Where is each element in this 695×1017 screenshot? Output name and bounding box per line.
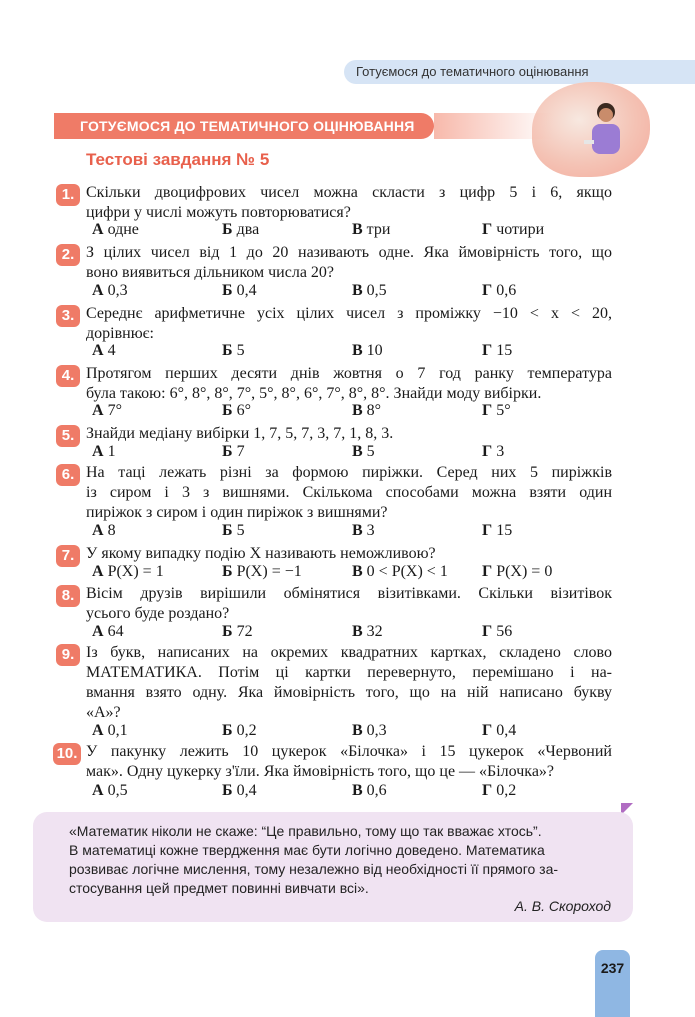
task-number-badge: 2. xyxy=(56,244,80,266)
answer-letter: А xyxy=(92,522,104,539)
answer-letter: Б xyxy=(222,342,233,359)
answer-option xyxy=(352,522,375,540)
answer-letter: А xyxy=(92,221,104,238)
answer-value: 56 xyxy=(496,623,513,640)
task-number-badge: 7. xyxy=(56,545,80,567)
answer-value: P(X) = −1 xyxy=(236,563,302,580)
task-question-line: Протягом перших десяти днів жовтня о 7 год ранку температура xyxy=(86,365,612,382)
answer-value: 5 xyxy=(366,443,375,460)
answer-letter: Г xyxy=(482,722,493,739)
answer-value: 64 xyxy=(107,623,124,640)
answer-option xyxy=(222,443,245,461)
answer-value: 8 xyxy=(107,522,116,539)
task-options xyxy=(92,782,612,802)
task-question xyxy=(86,304,612,344)
quote-line: В математиці кожне твердження має бути логічно доведено. Математика xyxy=(69,842,545,858)
answer-letter: В xyxy=(352,342,363,359)
answer-option xyxy=(352,782,387,800)
answer-letter: Г xyxy=(482,563,493,580)
task-question-line: Знайди медіану вибірки 1, 7, 5, 7, 3, 7, 1, 8, 3. xyxy=(86,425,394,442)
quote-author: А. В. Скороход xyxy=(514,898,611,914)
task-question-line: мак». Одну цукерку з'їли. Яка ймовірність того, що це — «Білочка»? xyxy=(86,763,555,780)
page-number: 237 xyxy=(600,960,625,976)
answer-value: 7° xyxy=(107,402,122,419)
task-question-line: цифри у числі можуть повторюватися? xyxy=(86,204,351,221)
answer-value: 72 xyxy=(236,623,253,640)
answer-letter: Г xyxy=(482,623,493,640)
answer-option xyxy=(92,782,128,800)
answer-value: 0,4 xyxy=(236,282,257,299)
answer-option xyxy=(482,722,516,740)
task-question-line: Середнє арифметичне усіх цілих чисел з проміжку −10 < x < 20, xyxy=(86,305,612,322)
task-question-line: воно виявиться дільником числа 20? xyxy=(86,264,335,281)
answer-option xyxy=(482,221,544,239)
answer-letter: В xyxy=(352,722,363,739)
answer-option xyxy=(92,221,139,239)
quote-box xyxy=(33,812,633,922)
answer-value: два xyxy=(236,221,260,238)
answer-option xyxy=(482,342,512,360)
answer-letter: Г xyxy=(482,443,493,460)
task-question-line: пиріжок з сиром і один пиріжок з вишнями? xyxy=(86,504,388,521)
task-question-line: була такою: 6°, 8°, 8°, 7°, 5°, 8°, 6°, 7°, 8°, 8°. Знайди моду вибірки. xyxy=(86,385,542,402)
answer-value: одне xyxy=(107,221,139,238)
answer-letter: Б xyxy=(222,443,233,460)
task-question xyxy=(86,364,612,404)
answer-option xyxy=(482,782,516,800)
answer-letter: Б xyxy=(222,722,233,739)
answer-value: три xyxy=(366,221,391,238)
answer-letter: А xyxy=(92,402,104,419)
answer-option xyxy=(352,443,375,461)
answer-option xyxy=(222,402,251,420)
task-options xyxy=(92,402,612,422)
answer-option xyxy=(92,522,116,540)
answer-value: 0,3 xyxy=(107,282,128,299)
answer-letter: Б xyxy=(222,782,233,799)
quote-line: стосування цей предмет повинні вивчати всі». xyxy=(69,880,369,896)
answer-letter: Б xyxy=(222,522,233,539)
task-options xyxy=(92,282,612,302)
answer-value: 32 xyxy=(366,623,383,640)
answer-value: 15 xyxy=(496,342,513,359)
task-question xyxy=(86,544,612,564)
answer-letter: Г xyxy=(482,522,493,539)
quote-line: «Математик ніколи не скаже: “Це правильно, тому що так вважає хтось”. xyxy=(69,823,542,839)
answer-letter: В xyxy=(352,221,363,238)
answer-letter: Б xyxy=(222,623,233,640)
quote-text xyxy=(69,822,644,898)
answer-value: 10 xyxy=(366,342,383,359)
answer-value: 5 xyxy=(236,522,245,539)
task-question-line: Скільки двоцифрових чисел можна скласти з цифр 5 і 6, якщо xyxy=(86,184,612,201)
answer-letter: В xyxy=(352,402,363,419)
answer-option xyxy=(352,342,383,360)
answer-value: 7 xyxy=(236,443,245,460)
answer-option xyxy=(482,563,552,581)
answer-letter: В xyxy=(352,623,363,640)
answer-value: чотири xyxy=(496,221,545,238)
answer-value: 3 xyxy=(496,443,505,460)
answer-value: 4 xyxy=(107,342,116,359)
answer-option xyxy=(222,221,259,239)
task-question xyxy=(86,424,612,444)
task-options xyxy=(92,522,612,542)
answer-letter: А xyxy=(92,443,104,460)
task-question xyxy=(86,584,612,624)
answer-option xyxy=(92,402,122,420)
task-question xyxy=(86,463,612,523)
answer-option xyxy=(222,522,245,540)
task-question-line: усього буде роздано? xyxy=(86,605,230,622)
answer-value: 6° xyxy=(236,402,251,419)
answer-letter: А xyxy=(92,563,104,580)
task-question-line: У пакунку лежить 10 цукерок «Білочка» і 15 цукерок «Червоний xyxy=(86,743,612,760)
answer-letter: В xyxy=(352,282,363,299)
answer-option xyxy=(222,282,257,300)
task-question-line: МАТЕМАТИКА. Потім ці картки перевернуто, перемішано і на- xyxy=(86,664,612,681)
answer-option xyxy=(352,722,387,740)
answer-value: 5 xyxy=(236,342,245,359)
answer-value: 0,6 xyxy=(366,782,387,799)
quote-line: розвиває логічне мислення, тому незалежно від необхідності її прямого за- xyxy=(69,861,559,877)
task-options xyxy=(92,563,612,583)
answer-option xyxy=(352,282,387,300)
answer-letter: Г xyxy=(482,282,493,299)
answer-option xyxy=(482,282,516,300)
answer-value: 8° xyxy=(366,402,382,419)
answer-value: 0,3 xyxy=(366,722,387,739)
task-question-line: дорівнює: xyxy=(86,325,154,342)
answer-letter: Б xyxy=(222,563,233,580)
answer-value: 0,4 xyxy=(236,782,257,799)
answer-letter: А xyxy=(92,722,104,739)
task-question xyxy=(86,643,612,723)
task-question-line: Із букв, написаних на окремих квадратних картках, складено слово xyxy=(86,644,612,661)
task-number-badge: 9. xyxy=(56,644,80,666)
running-header: Готуємося до тематичного оцінювання xyxy=(344,60,695,84)
answer-letter: Г xyxy=(482,782,493,799)
answer-letter: А xyxy=(92,342,104,359)
task-question-line: На таці лежать різні за формою пиріжки. Серед них 5 пиріжків xyxy=(86,464,612,481)
answer-letter: В xyxy=(352,443,363,460)
answer-option xyxy=(92,342,116,360)
answer-value: 0 < P(X) < 1 xyxy=(366,563,448,580)
answer-letter: В xyxy=(352,563,363,580)
answer-option xyxy=(482,623,512,641)
task-number-badge: 4. xyxy=(56,365,80,387)
task-question-line: З цілих чисел від 1 до 20 називають одне. Яка ймовірність того, що xyxy=(86,244,612,261)
section-banner-fade xyxy=(434,113,554,139)
answer-option xyxy=(222,722,257,740)
answer-option xyxy=(482,443,504,461)
answer-value: 0,2 xyxy=(236,722,257,739)
task-options xyxy=(92,342,612,362)
task-number-badge: 8. xyxy=(56,585,80,607)
answer-letter: Г xyxy=(482,221,493,238)
answer-option xyxy=(222,342,245,360)
tests-title: Тестові завдання № 5 xyxy=(86,150,270,169)
task-options xyxy=(92,623,612,643)
task-number-badge: 3. xyxy=(56,305,80,327)
answer-value: 15 xyxy=(496,522,513,539)
task-question xyxy=(86,183,612,223)
answer-option xyxy=(222,563,302,581)
answer-value: 0,5 xyxy=(366,282,387,299)
answer-letter: А xyxy=(92,623,104,640)
answer-value: 0,5 xyxy=(107,782,128,799)
answer-letter: Б xyxy=(222,282,233,299)
answer-value: 0,1 xyxy=(107,722,128,739)
answer-letter: Б xyxy=(222,221,233,238)
task-question-line: із сиром і 3 з вишнями. Скількома способами можна взяти один xyxy=(86,484,612,501)
answer-letter: В xyxy=(352,522,363,539)
answer-option xyxy=(352,563,448,581)
section-banner: ГОТУЄМОСЯ ДО ТЕМАТИЧНОГО ОЦІНЮВАННЯ xyxy=(54,113,434,139)
task-number-badge: 5. xyxy=(56,425,80,447)
answer-letter: А xyxy=(92,782,104,799)
answer-letter: Г xyxy=(482,402,493,419)
answer-value: 5° xyxy=(496,402,511,419)
task-question xyxy=(86,243,612,283)
answer-option xyxy=(92,563,164,581)
task-number-badge: 1. xyxy=(56,184,80,206)
task-question-line: вмання взято одну. Яка ймовірність того, що на ній написано букву xyxy=(86,684,612,701)
task-options xyxy=(92,443,612,463)
task-options xyxy=(92,722,612,742)
answer-option xyxy=(352,623,383,641)
answer-value: P(X) = 0 xyxy=(496,563,553,580)
task-number-badge: 6. xyxy=(56,464,80,486)
student-illustration-icon xyxy=(584,100,628,160)
task-question-line: У якому випадку подію X називають неможливою? xyxy=(86,545,436,562)
answer-option xyxy=(222,623,253,641)
answer-option xyxy=(92,623,124,641)
answer-value: 3 xyxy=(366,522,375,539)
answer-value: 0,4 xyxy=(496,722,517,739)
answer-value: 1 xyxy=(107,443,116,460)
answer-option xyxy=(482,522,512,540)
answer-letter: В xyxy=(352,782,363,799)
task-question-line: «А»? xyxy=(86,704,121,721)
answer-option xyxy=(92,722,128,740)
answer-option xyxy=(352,402,381,420)
answer-option xyxy=(482,402,511,420)
answer-value: P(X) = 1 xyxy=(107,563,164,580)
answer-letter: Г xyxy=(482,342,493,359)
answer-letter: А xyxy=(92,282,104,299)
answer-option xyxy=(92,282,128,300)
task-question xyxy=(86,742,612,782)
task-options xyxy=(92,221,612,241)
answer-value: 0,2 xyxy=(496,782,517,799)
answer-option xyxy=(352,221,390,239)
answer-letter: Б xyxy=(222,402,233,419)
answer-value: 0,6 xyxy=(496,282,517,299)
answer-option xyxy=(92,443,116,461)
task-question-line: Вісім друзів вирішили обмінятися візитівками. Скільки візитівок xyxy=(86,585,612,602)
answer-option xyxy=(222,782,257,800)
task-number-badge: 10. xyxy=(53,743,81,765)
